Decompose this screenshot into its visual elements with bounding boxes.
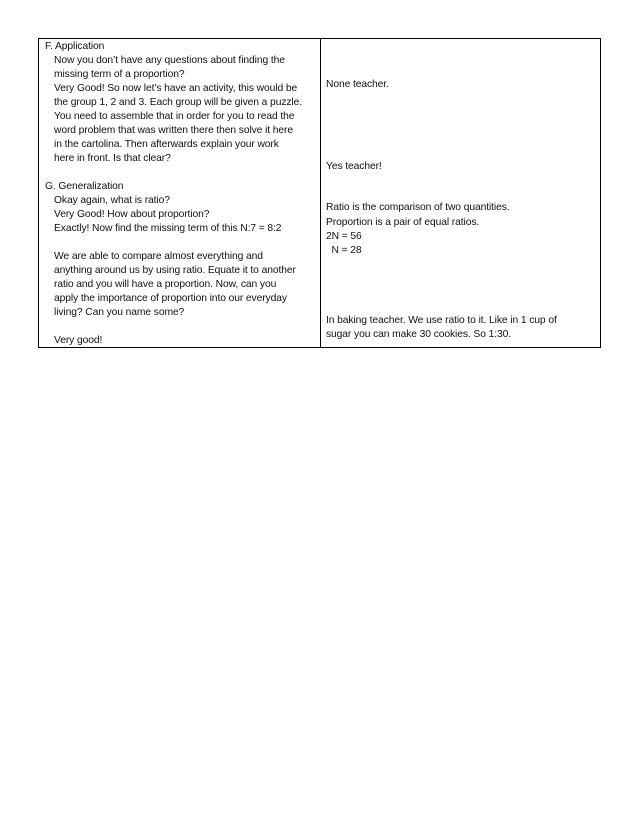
application-heading: F. Application: [45, 41, 105, 52]
student-response: Proportion is a pair of equal ratios.: [326, 217, 480, 228]
teacher-line: here in front. Is that clear?: [54, 153, 171, 164]
teacher-activity-column: [39, 39, 321, 347]
student-activity-column: [321, 39, 600, 347]
teacher-line: Very Good! So now let’s have an activity, this would be: [54, 83, 298, 94]
teacher-line: apply the importance of proportion into our everyday: [54, 293, 287, 304]
teacher-line: anything around us by using ratio. Equate it to another: [54, 265, 296, 276]
teacher-line: Okay again, what is ratio?: [54, 195, 170, 206]
teacher-line: word problem that was written there then solve it here: [54, 125, 293, 136]
teacher-line: Now you don’t have any questions about finding the: [54, 55, 285, 66]
teacher-line: Very Good! How about proportion?: [54, 209, 210, 220]
teacher-line: Exactly! Now find the missing term of this N:7 = 8:2: [54, 223, 282, 234]
student-response: None teacher.: [326, 79, 389, 90]
student-response: Ratio is the comparison of two quantities.: [326, 202, 510, 213]
teacher-line: ratio and you will have a proportion. Now, can you: [54, 279, 277, 290]
student-response: 2N = 56: [326, 231, 362, 242]
generalization-heading: G. Generalization: [45, 181, 124, 192]
teacher-line: in the cartolina. Then afterwards explain your work: [54, 139, 279, 150]
teacher-line: living? Can you name some?: [54, 307, 185, 318]
teacher-line: We are able to compare almost everything and: [54, 251, 263, 262]
lesson-plan-table: [38, 38, 601, 348]
teacher-line: You need to assemble that in order for you to read the: [54, 111, 295, 122]
teacher-line: the group 1, 2 and 3. Each group will be given a puzzle.: [54, 97, 302, 108]
student-response: In baking teacher. We use ratio to it. Like in 1 cup of: [326, 315, 557, 326]
student-response: Yes teacher!: [326, 161, 382, 172]
student-response: N = 28: [326, 245, 362, 256]
teacher-line: missing term of a proportion?: [54, 69, 185, 80]
student-response: sugar you can make 30 cookies. So 1:30.: [326, 329, 511, 340]
teacher-line: Very good!: [54, 335, 103, 346]
